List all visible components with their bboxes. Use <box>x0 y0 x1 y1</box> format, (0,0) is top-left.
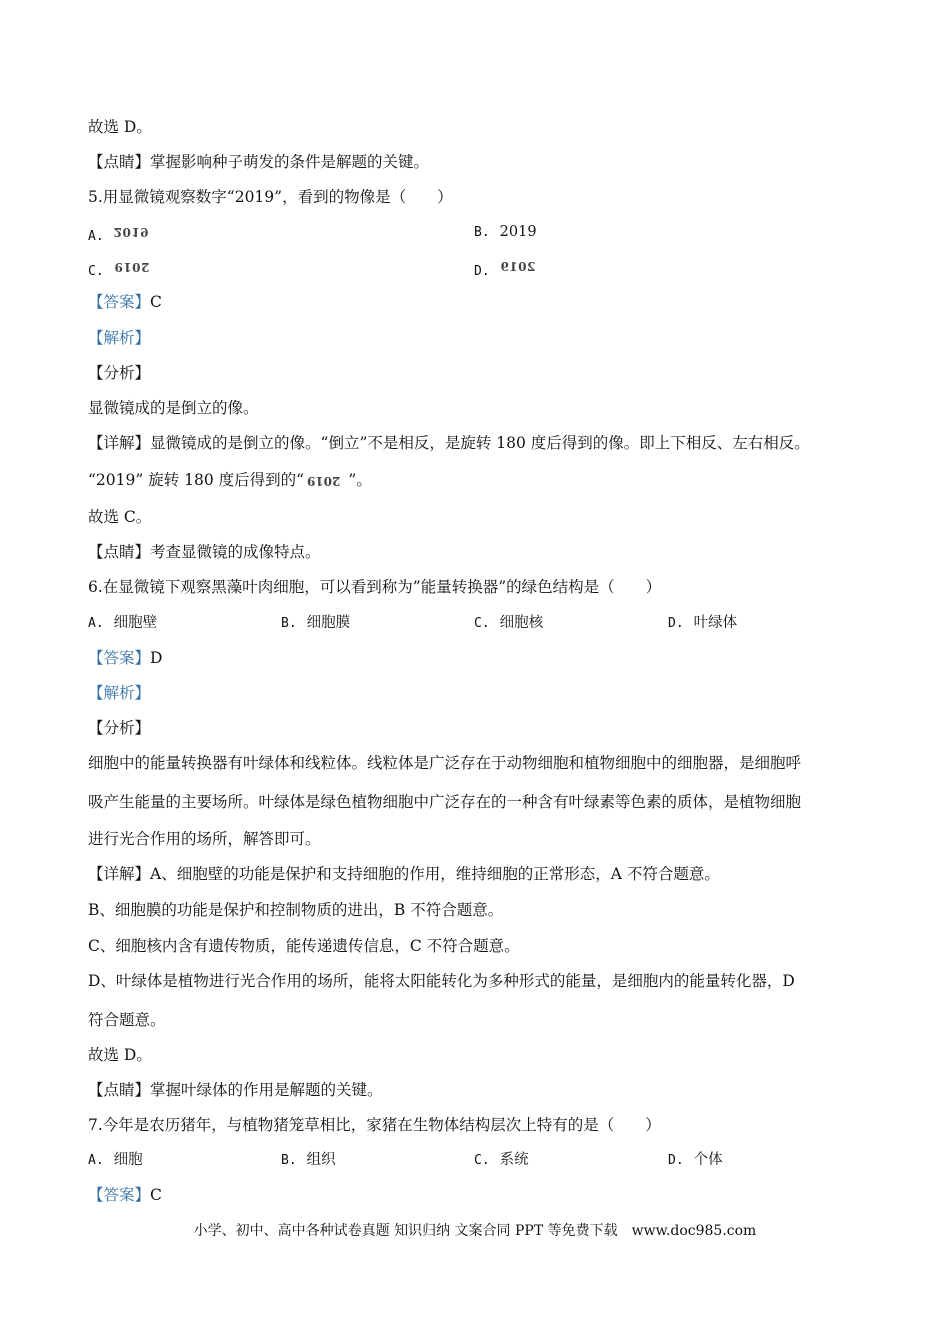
q6-conclusion: 故选 D。 <box>88 1046 152 1064</box>
q6-paragraph-1: 细胞中的能量转换器有叶绿体和线粒体。线粒体是广泛存在于动物细胞和植物细胞中的细胞器，是细胞呼 <box>88 754 802 772</box>
q6-option-d <box>668 613 737 634</box>
tip-text: 考查显微镜的成像特点。 <box>150 543 321 561</box>
tip-text: 掌握叶绿体的作用是解题的关键。 <box>150 1081 383 1099</box>
question-6: 6.在显微镜下观察黑藻叶肉细胞，可以看到称为”能量转换器”的绿色结构是（ ） <box>88 578 662 596</box>
option-letter: D. <box>474 264 490 279</box>
option-text: 组织 <box>306 1152 336 1168</box>
q6-detail-line <box>88 864 720 884</box>
q5-answer-line <box>88 292 162 312</box>
option-text: 细胞膜 <box>306 615 351 631</box>
q6-detail-c: C、细胞核内含有遗传物质，能传递遗传信息，C 不符合题意。 <box>88 937 520 955</box>
rotated-number-image: 2019 <box>307 474 341 488</box>
q6-analysis-tag: 【解析】 <box>88 684 151 702</box>
q6-detail-d1: D、叶绿体是植物进行光合作用的场所，能将太阳能转化为多种形式的能量，是细胞内的能量转化器，D <box>88 972 795 990</box>
detail-text-a: “2019” 旋转 180 度后得到的“ <box>88 471 305 489</box>
option-text: 细胞壁 <box>113 615 158 631</box>
answer-value: C <box>150 1186 162 1204</box>
tip-tag: 【点睛】 <box>88 1081 151 1099</box>
q6-detail-d2: 符合题意。 <box>88 1011 166 1029</box>
mirrored-number-image: 2019 <box>499 260 536 274</box>
option-text: 细胞 <box>113 1152 143 1168</box>
option-letter: B. <box>281 1153 297 1168</box>
q5-detail-line <box>88 433 810 453</box>
detail-tag: 【详解】 <box>88 434 151 452</box>
flipped-number-image: 2019 <box>113 225 150 239</box>
answer-tag: 【答案】 <box>88 1186 151 1204</box>
answer-tag: 【答案】 <box>88 293 151 311</box>
detail-text: A、细胞壁的功能是保护和支持细胞的作用，维持细胞的正常形态，A 不符合题意。 <box>150 865 720 883</box>
q5-tip-line <box>88 542 321 562</box>
detail-text: 显微镜成的是倒立的像。“倒立”不是相反，是旋转 180 度后得到的像。即上下相反、左右相反。 <box>150 434 810 452</box>
question-7: 7.今年是农历猪年，与植物猪笼草相比，家猪在生物体结构层次上特有的是（ ） <box>88 1116 661 1134</box>
q5-conclusion: 故选 C。 <box>88 508 152 526</box>
q6-detail-b: B、细胞膜的功能是保护和控制物质的进出，B 不符合题意。 <box>88 901 504 919</box>
q6-option-a <box>88 613 157 634</box>
option-letter: B. <box>474 225 490 240</box>
q5-fenxi-text: 显微镜成的是倒立的像。 <box>88 399 259 417</box>
option-text: 系统 <box>499 1152 529 1168</box>
q6-tip-line <box>88 1080 383 1100</box>
option-text: 个体 <box>693 1152 723 1168</box>
q5-option-c <box>88 257 149 282</box>
option-letter: C. <box>474 1153 490 1168</box>
rotated-number-image: 2019 <box>113 260 150 274</box>
tip-line <box>88 152 429 172</box>
tip-tag: 【点睛】 <box>88 543 151 561</box>
q6-option-b <box>281 613 350 634</box>
q6-paragraph-2: 吸产生能量的主要场所。叶绿体是绿色植物细胞中广泛存在的一种含有叶绿素等色素的质体，是植物细胞 <box>88 793 802 811</box>
detail-text-b: ”。 <box>343 471 372 489</box>
answer-value: C <box>150 293 162 311</box>
q6-fenxi-tag: 【分析】 <box>88 719 151 737</box>
page-footer: 小学、初中、高中各种试卷真题 知识归纳 文案合同 PPT 等免费下载 www.doc985.com <box>193 1223 757 1239</box>
option-letter: A. <box>88 616 104 631</box>
conclusion-line: 故选 D。 <box>88 118 152 136</box>
q5-fenxi-tag: 【分析】 <box>88 364 151 382</box>
q5-option-d <box>474 257 535 282</box>
option-letter: B. <box>281 616 297 631</box>
q5-option-b <box>474 222 537 243</box>
q6-answer-line <box>88 648 162 668</box>
q7-option-b <box>281 1150 336 1171</box>
q6-option-c <box>474 613 543 634</box>
question-5: 5.用显微镜观察数字“2019”，看到的物像是（ ） <box>88 188 453 206</box>
q7-option-d <box>668 1150 723 1171</box>
option-text: 细胞核 <box>499 615 544 631</box>
q7-option-c <box>474 1150 529 1171</box>
option-text: 2019 <box>499 224 537 240</box>
answer-value: D <box>150 649 163 667</box>
option-text: 叶绿体 <box>693 615 738 631</box>
option-letter: C. <box>88 264 104 279</box>
detail-tag: 【详解】 <box>88 865 151 883</box>
q5-analysis-tag: 【解析】 <box>88 329 151 347</box>
q7-answer-line <box>88 1185 162 1205</box>
option-letter: D. <box>668 616 684 631</box>
q6-paragraph-3: 进行光合作用的场所，解答即可。 <box>88 830 321 848</box>
q5-option-a <box>88 222 149 247</box>
option-letter: C. <box>474 616 490 631</box>
option-letter: A. <box>88 1153 104 1168</box>
option-letter: A. <box>88 229 104 244</box>
q7-option-a <box>88 1150 143 1171</box>
answer-tag: 【答案】 <box>88 649 151 667</box>
tip-tag: 【点睛】 <box>88 153 151 171</box>
tip-text: 掌握影响种子萌发的条件是解题的关键。 <box>150 153 430 171</box>
option-letter: D. <box>668 1153 684 1168</box>
q5-detail-line-2 <box>88 470 372 491</box>
